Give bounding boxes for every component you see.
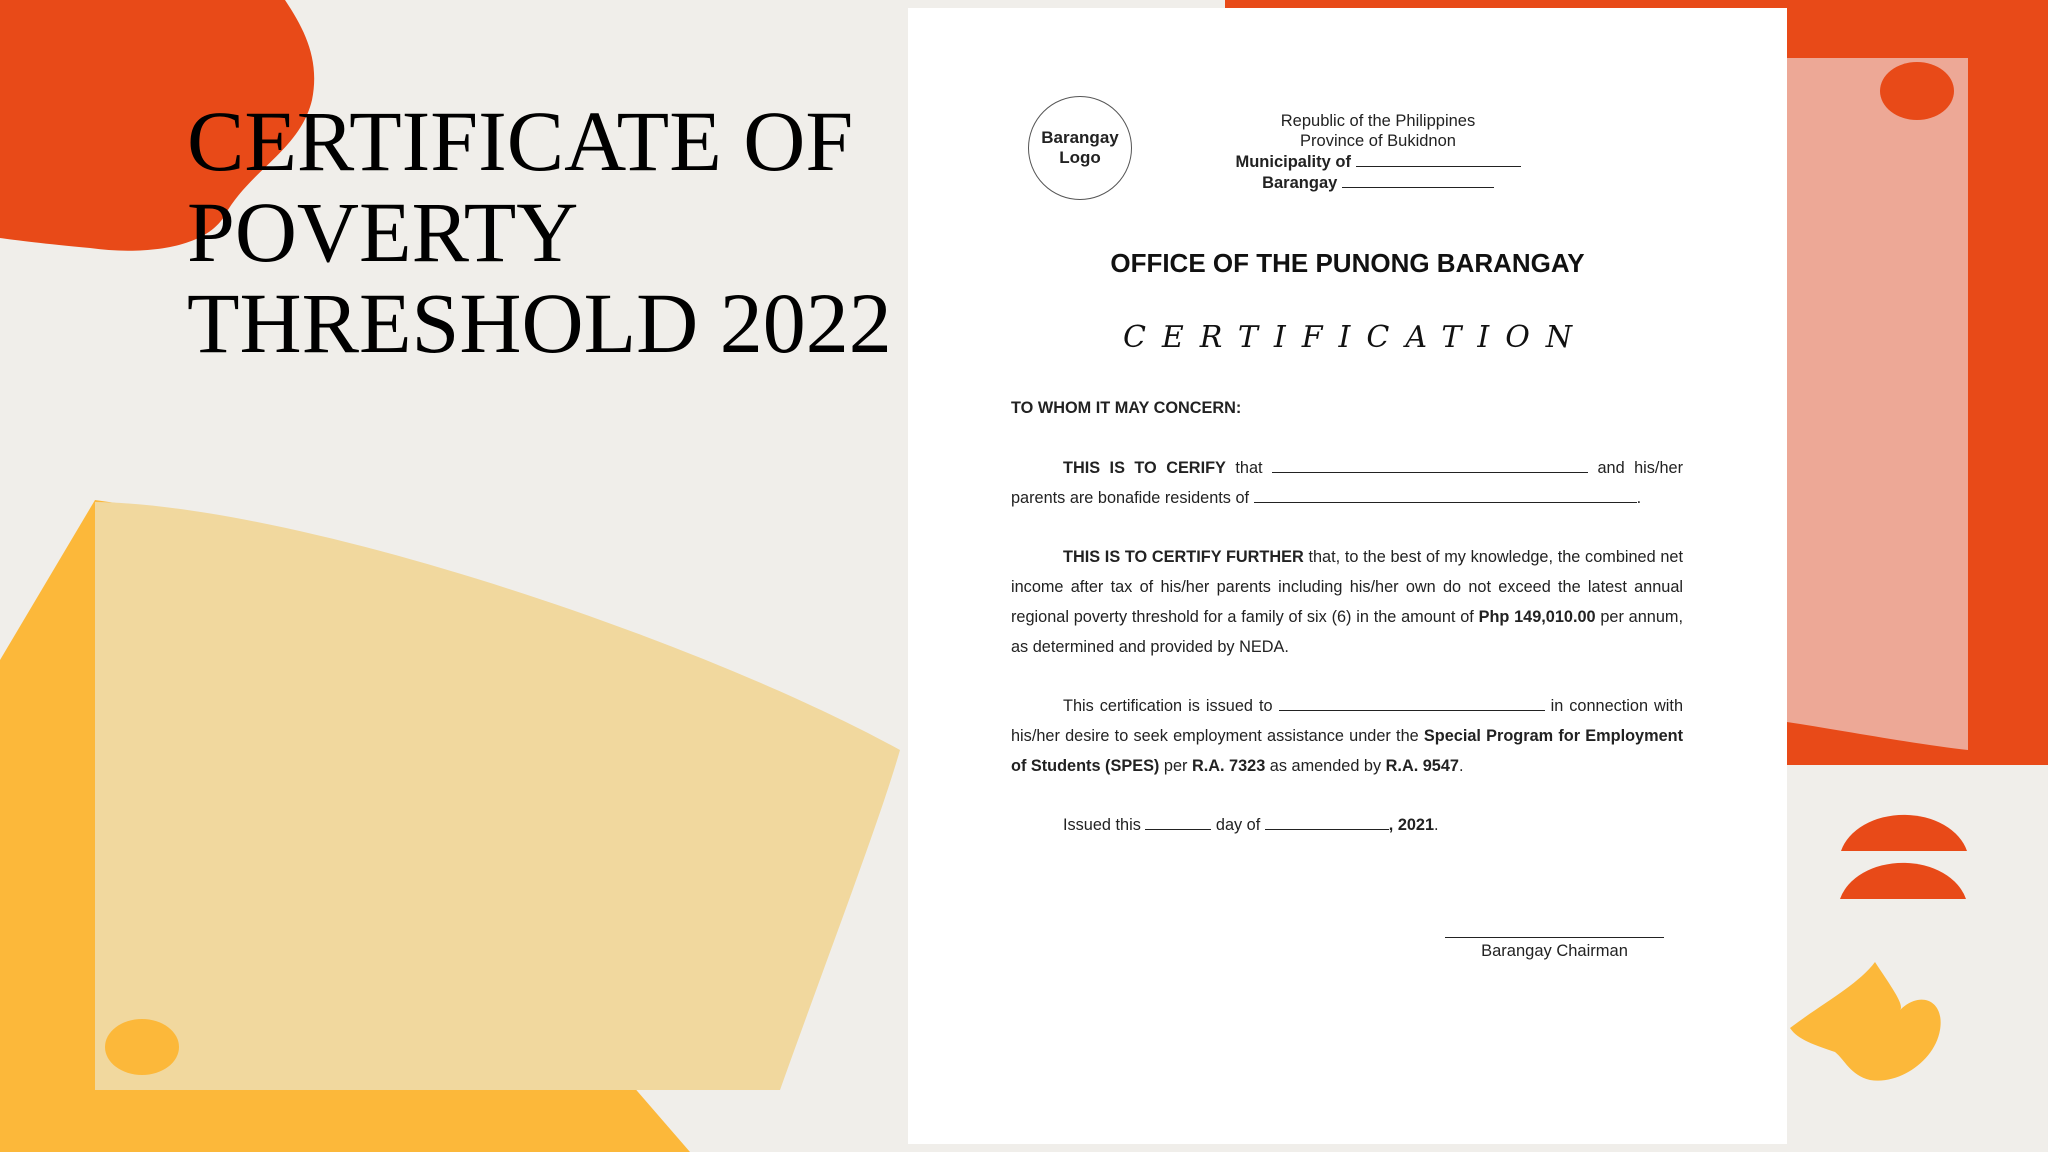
issued-text2: day of: [1211, 816, 1265, 834]
header-republic: Republic of the Philippines: [1280, 112, 1476, 130]
municipality-blank: [1356, 151, 1521, 167]
para1-text2: and his/her parents are bonafide residents of: [1011, 459, 1683, 507]
logo-text-line-2: Logo: [1059, 148, 1101, 167]
orange-dot: [1880, 62, 1954, 120]
paragraph-1: [1011, 453, 1683, 513]
municipality-label: Municipality of: [1235, 153, 1351, 171]
month-blank: [1265, 813, 1389, 830]
office-title: OFFICE OF THE PUNONG BARANGAY: [1110, 248, 1585, 278]
residence-blank: [1254, 486, 1637, 503]
para1-lead: THIS IS TO CERIFY: [1063, 459, 1226, 477]
para3-end: .: [1458, 757, 1464, 775]
salmon-panel: [1787, 58, 1968, 750]
barangay-logo-placeholder: [1028, 96, 1132, 200]
para3-text1: This certification is issued to: [1063, 697, 1279, 715]
barangay-label: Barangay: [1262, 174, 1338, 192]
para1-end: .: [1636, 489, 1642, 507]
header-province: Province of Bukidnon: [1300, 132, 1456, 150]
document-header: [1188, 111, 1568, 193]
certificate-document: [908, 8, 1787, 1144]
para2-text1: that, to the best of my knowledge, the combined net income after tax of his/her parents including his/her own do not exceed the latest annual regional poverty threshold for a family of six (6) in the amount of: [1011, 548, 1683, 626]
para3-ra1: R.A. 7323: [1191, 757, 1266, 775]
para3-text4: as amended by: [1265, 757, 1386, 775]
header-municipality: [1188, 151, 1568, 172]
peach-shape: [95, 502, 900, 1090]
day-blank: [1145, 813, 1211, 830]
document-body: [1011, 393, 1683, 869]
paragraph-2: [1011, 542, 1683, 662]
yellow-dot: [105, 1019, 179, 1075]
issued-line: [1011, 810, 1683, 840]
para2-amount: Php 149,010.00: [1478, 608, 1596, 626]
yellow-fan-shape: [1790, 962, 1941, 1081]
paragraph-3: [1011, 691, 1683, 781]
name-blank: [1272, 456, 1588, 473]
para2-lead: THIS IS TO CERTIFY FURTHER: [1063, 548, 1304, 566]
logo-text-line-1: Barangay: [1041, 128, 1119, 147]
header-barangay: [1188, 172, 1568, 193]
salutation: TO WHOM IT MAY CONCERN:: [1011, 399, 1242, 417]
para3-text2: in connection with his/her desire to seek employment assistance under the: [1011, 697, 1683, 745]
para1-text1: that: [1225, 459, 1273, 477]
slide-title: CERTIFICATE OF POVERTY THRESHOLD 2022: [187, 93, 892, 371]
issued-to-blank: [1279, 694, 1545, 711]
certification-heading: CERTIFICATION: [1122, 320, 1589, 355]
orange-half-circle-bottom: [1840, 863, 1966, 899]
para2-text2: per annum, as determined and provided by NEDA.: [1011, 608, 1683, 656]
issued-year: , 2021: [1388, 816, 1435, 834]
signature-line: [1445, 937, 1664, 938]
signature-label: Barangay Chairman: [1481, 942, 1628, 960]
orange-half-circle-top: [1841, 815, 1967, 851]
issued-text1: Issued this: [1063, 816, 1146, 834]
barangay-blank: [1342, 172, 1494, 188]
para3-ra2: R.A. 9547: [1385, 757, 1459, 775]
para3-text3: per: [1159, 757, 1192, 775]
issued-end: .: [1434, 816, 1439, 834]
para3-program: Special Program for Employment of Students (SPES): [1011, 727, 1683, 775]
